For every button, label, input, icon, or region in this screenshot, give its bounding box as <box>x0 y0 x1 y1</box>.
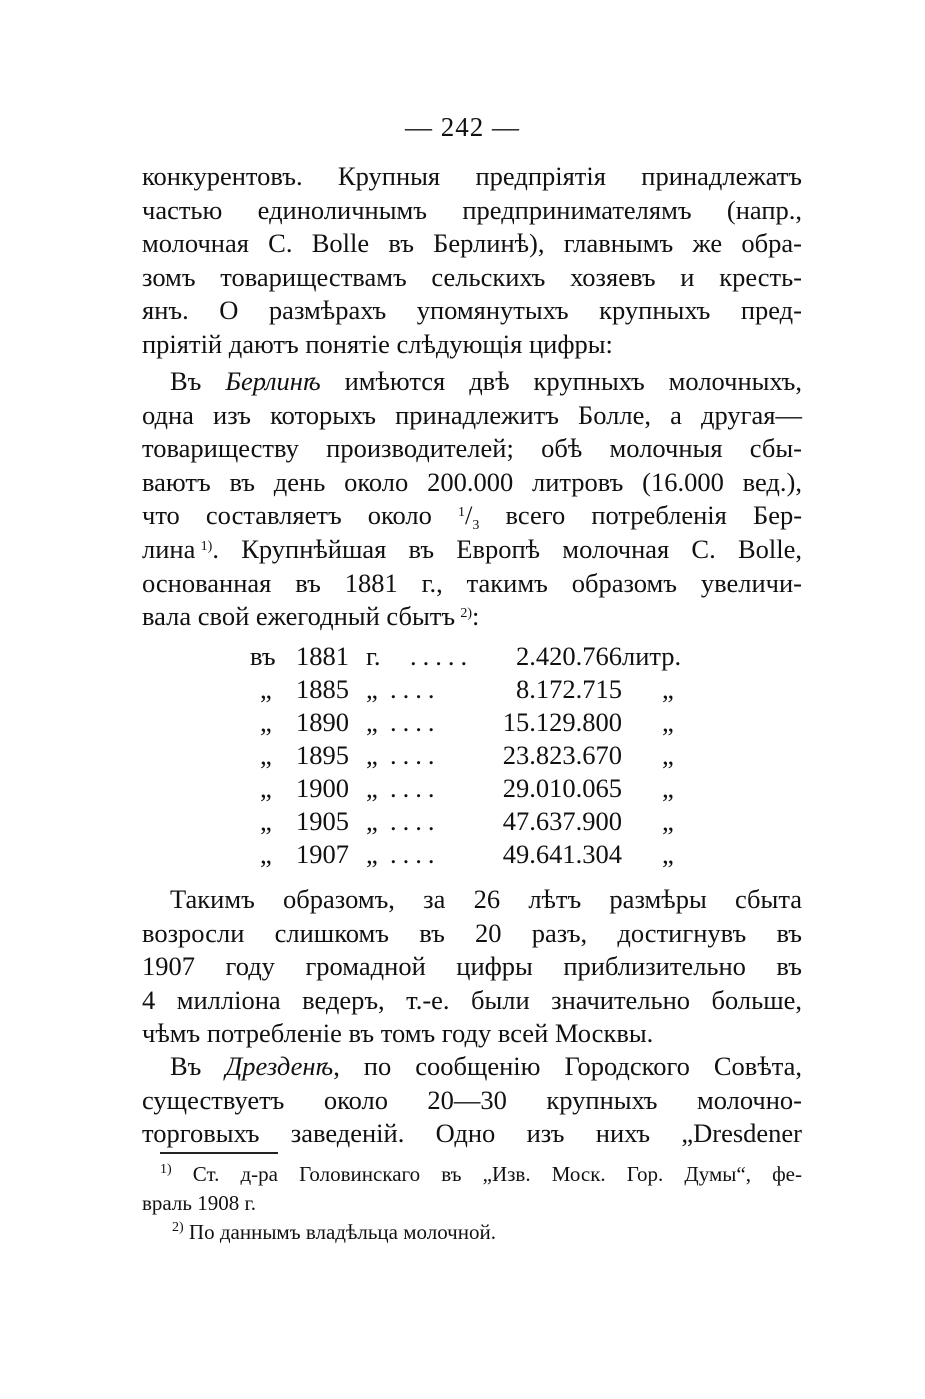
text-line: пріятій даютъ понятіе слѣдующія цифры: <box>142 328 613 359</box>
row-prefix: „ <box>260 839 272 869</box>
row-year: 1905 <box>296 806 349 836</box>
row-unit: „ <box>366 707 378 737</box>
text-line: янъ. О размѣрахъ упомянутыхъ крупныхъ пред- <box>142 295 802 326</box>
row-value: 47.637.900 <box>502 806 622 836</box>
fraction-numerator: 1 <box>458 505 466 521</box>
table-row <box>250 805 710 838</box>
row-prefix: въ <box>250 641 276 671</box>
text-line: торговыхъ заведеній. Одно изъ нихъ „Dresdener <box>142 1118 802 1149</box>
text-fragment: : <box>472 601 480 632</box>
row-year: 1907 <box>296 839 349 869</box>
table-row <box>250 640 710 673</box>
table-row <box>250 739 710 772</box>
row-unit: г. <box>366 641 381 671</box>
row-litres: „ <box>662 674 674 704</box>
paragraph-summary <box>142 883 802 1051</box>
row-unit: „ <box>366 740 378 770</box>
table-row <box>250 673 710 706</box>
footnotes <box>142 1160 802 1247</box>
text-line: товариществу производителей; обѣ молочныя сбы- <box>142 433 802 464</box>
text-fragment: . Крупнѣйшая въ Европѣ молочная С. Bolle, <box>212 533 802 564</box>
row-year: 1895 <box>296 740 349 770</box>
row-unit: „ <box>366 674 378 704</box>
text-fragment: Въ <box>170 1051 202 1081</box>
row-litres: литр. <box>622 641 682 671</box>
text-line: ваютъ въ день около 200.000 литровъ (16.000 вед.), <box>142 466 802 497</box>
row-year: 1890 <box>296 707 349 737</box>
text-line <box>142 1050 802 1084</box>
leader-dots: ..... <box>410 641 474 671</box>
row-value: 8.172.715 <box>516 674 622 704</box>
row-year: 1885 <box>296 674 349 704</box>
row-value: 23.823.670 <box>502 740 622 770</box>
table-row <box>250 772 710 805</box>
table-row <box>250 838 710 871</box>
row-unit: „ <box>366 839 378 869</box>
row-prefix: „ <box>260 674 272 704</box>
row-litres: „ <box>662 806 674 836</box>
text-line <box>142 883 802 917</box>
paragraph-berlin <box>142 365 802 634</box>
footnote-separator <box>160 1152 278 1154</box>
text-fragment: Въ <box>170 366 202 396</box>
row-prefix: „ <box>260 773 272 803</box>
table-row <box>250 706 710 739</box>
text-line: молочная С. Bolle въ Берлинѣ), главнымъ же обра- <box>142 228 802 259</box>
text-line: зомъ товариществамъ сельскихъ хозяевъ и кресть- <box>142 261 802 292</box>
footnote-mark-1: 1) <box>160 1162 172 1177</box>
footnote-ref-1[interactable]: 1) <box>200 538 213 554</box>
row-value: 49.641.304 <box>502 839 622 869</box>
text-line <box>142 499 802 533</box>
text-line: частью единоличнымъ предпринимателямъ (напр., <box>142 194 802 225</box>
footnote-mark-2: 2) <box>172 1220 184 1235</box>
text-fragment: лина <box>142 533 196 564</box>
row-litres: „ <box>662 773 674 803</box>
text-line: чѣмъ потребленіе въ томъ году всей Москвы. <box>142 1018 654 1049</box>
leader-dots: .... <box>390 740 441 770</box>
row-litres: „ <box>662 707 674 737</box>
city-berlin: Берлинѣ <box>225 366 321 396</box>
text-fragment: , по сообщенію Городского Совѣта, <box>333 1051 803 1081</box>
footnote-1-cont: враль 1908 г. <box>142 1191 256 1215</box>
row-litres: „ <box>662 839 674 869</box>
leader-dots: .... <box>390 674 441 704</box>
sales-table <box>250 640 710 871</box>
text-line <box>142 365 802 399</box>
leader-dots: .... <box>390 707 441 737</box>
row-value: 15.129.800 <box>502 707 622 737</box>
row-litres: „ <box>662 740 674 770</box>
leader-dots: .... <box>390 839 441 869</box>
city-dresden: Дрезденѣ <box>225 1051 334 1081</box>
fraction-denominator: 3 <box>472 518 480 534</box>
text-fragment: Такимъ образомъ, за 26 лѣтъ размѣры сбыта <box>170 884 802 914</box>
text-line: одна изъ которыхъ принадлежитъ Болле, а другая— <box>142 399 802 430</box>
row-prefix: „ <box>260 806 272 836</box>
footnote-text: Ст. д-ра Головинскаго въ „Изв. Моск. Гор. Думы“, фе- <box>192 1162 802 1186</box>
text-line: существуетъ около 20—30 крупныхъ молочно- <box>142 1084 802 1115</box>
text-line: 1907 году громадной цифры приблизительно въ <box>142 951 802 982</box>
row-prefix: „ <box>260 740 272 770</box>
row-year: 1900 <box>296 773 349 803</box>
text-line: 4 милліона ведеръ, т.-е. были значительно больше, <box>142 984 802 1015</box>
text-fragment: вала свой ежегодный сбытъ <box>142 601 456 632</box>
footnote-text: По даннымъ владѣльца молочной. <box>188 1220 496 1244</box>
leader-dots: .... <box>390 806 441 836</box>
text-line <box>142 600 802 634</box>
paragraph-dresden <box>142 1050 802 1151</box>
text-line: возросли слишкомъ въ 20 разъ, достигнувъ въ <box>142 917 802 948</box>
text-fragment: имѣются двѣ крупныхъ молочныхъ, <box>344 366 802 396</box>
row-unit: „ <box>366 773 378 803</box>
text-fragment: всего потребленія Бер- <box>505 500 803 531</box>
row-year: 1881 <box>296 641 349 671</box>
leader-dots: .... <box>390 773 441 803</box>
footnote-1 <box>142 1160 802 1189</box>
footnote-ref-2[interactable]: 2) <box>460 606 473 622</box>
paragraph-competitors <box>142 160 802 362</box>
footnote-2 <box>142 1218 802 1247</box>
text-line: основанная въ 1881 г., такимъ образомъ увеличи- <box>142 567 802 598</box>
text-line <box>142 533 802 567</box>
row-prefix: „ <box>260 707 272 737</box>
text-fragment: что составляетъ около <box>142 500 432 531</box>
text-line: конкурентовъ. Крупныя предпріятія принадлежатъ <box>142 161 802 191</box>
page-number: — 242 — <box>405 112 520 142</box>
row-value: 2.420.766 <box>516 641 622 671</box>
row-unit: „ <box>366 806 378 836</box>
fraction-one-third: $^1/_3$ <box>458 500 480 534</box>
row-value: 29.010.065 <box>502 773 622 803</box>
